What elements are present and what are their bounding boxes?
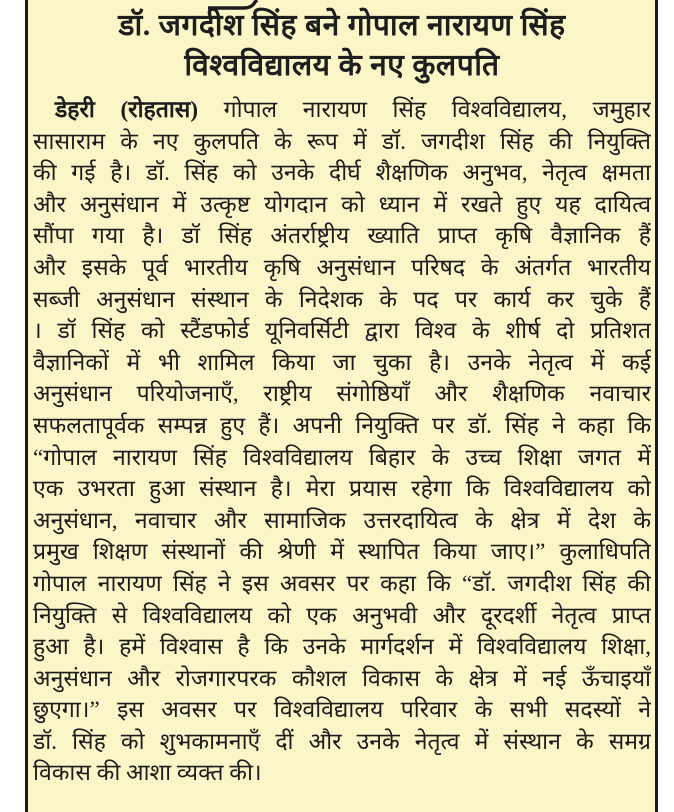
dateline: डेहरी (रोहतास) xyxy=(55,97,199,122)
cropped-text-fragment xyxy=(208,0,260,10)
body-line: की गई है। डॉ. सिंह को उनके दीर्घ शैक्षणिक अनुभव, नेतृत्व क्षमता xyxy=(33,160,651,186)
body-line: सौंपा गया है। डॉ सिंह अंतर्राष्ट्रीय ख्याति प्राप्त कृषि वैज्ञानिक हैं xyxy=(33,223,651,249)
body-line: और अनुसंधान में उत्कृष्ट योगदान को ध्यान में रखते हुए यह दायित्व xyxy=(33,191,651,217)
body-line: हुआ है। हमें विश्वास है कि उनके मार्गदर्शन में विश्वविद्यालय शिक्षा, xyxy=(33,634,651,660)
article-body xyxy=(33,94,651,789)
body-line xyxy=(33,94,651,126)
headline xyxy=(33,6,651,86)
body-line: डॉ. सिंह को शुभकामनाएँ दीं और उनके नेतृत्व में संस्थान के समग्र xyxy=(33,728,651,754)
headline-line-1: डॉ. जगदीश सिंह बने गोपाल नारायण सिंह xyxy=(118,9,566,42)
body-line: वैज्ञानिकों में भी शामिल किया जा चुका है। उनके नेतृत्व में कई xyxy=(33,349,651,375)
body-line: नियुक्ति से विश्वविद्यालय को एक अनुभवी और दूरदर्शी नेतृत्व प्राप्त xyxy=(33,602,651,628)
body-line: सब्जी अनुसंधान संस्थान के निदेशक के पद पर कार्य कर चुके हैं xyxy=(33,286,651,312)
body-line: अनुसंधान, नवाचार और सामाजिक उत्तरदायित्व के क्षेत्र में देश के xyxy=(33,507,651,533)
headline-line-2: विश्वविद्यालय के नए कुलपति xyxy=(184,49,500,82)
body-line: एक उभरता हुआ संस्थान है। मेरा प्रयास रहेगा कि विश्वविद्यालय को xyxy=(33,476,651,502)
news-clipping-box xyxy=(25,0,658,812)
body-line: सफलतापूर्वक सम्पन्न हुए हैं। अपनी नियुक्ति पर डॉ. सिंह ने कहा कि xyxy=(33,412,651,438)
body-line: विकास की आशा व्यक्त की। xyxy=(33,760,262,786)
body-line: अनुसंधान और रोजगारपरक कौशल विकास के क्षेत्र में नई ऊँचाइयाँ xyxy=(33,665,651,691)
body-line: प्रमुख शिक्षण संस्थानों की श्रेणी में स्थापित किया जाए।” कुलाधिपति xyxy=(33,539,651,565)
body-line: “गोपाल नारायण सिंह विश्वविद्यालय बिहार के उच्च शिक्षा जगत में xyxy=(33,444,651,470)
body-line: गोपाल नारायण सिंह ने इस अवसर पर कहा कि “डॉ. जगदीश सिंह की xyxy=(33,570,651,596)
body-line: और इसके पूर्व भारतीय कृषि अनुसंधान परिषद के अंतर्गत भारतीय xyxy=(33,254,651,280)
body-line: । डॉ सिंह को स्टैंडफोर्ड यूनिवर्सिटी द्वारा विश्व के शीर्ष दो प्रतिशत xyxy=(33,318,651,344)
body-line: छुएगा।” इस अवसर पर विश्वविद्यालय परिवार के सभी सदस्यों ने xyxy=(33,697,651,723)
body-line: सासाराम के नए कुलपति के रूप में डॉ. जगदीश सिंह की नियुक्ति xyxy=(33,128,651,154)
body-line: अनुसंधान परियोजनाएँ, राष्ट्रीय संगोष्ठियाँ और शैक्षणिक नवाचार xyxy=(33,381,651,407)
body-line-text: गोपाल नारायण सिंह विश्वविद्यालय, जमुहार xyxy=(198,97,651,122)
